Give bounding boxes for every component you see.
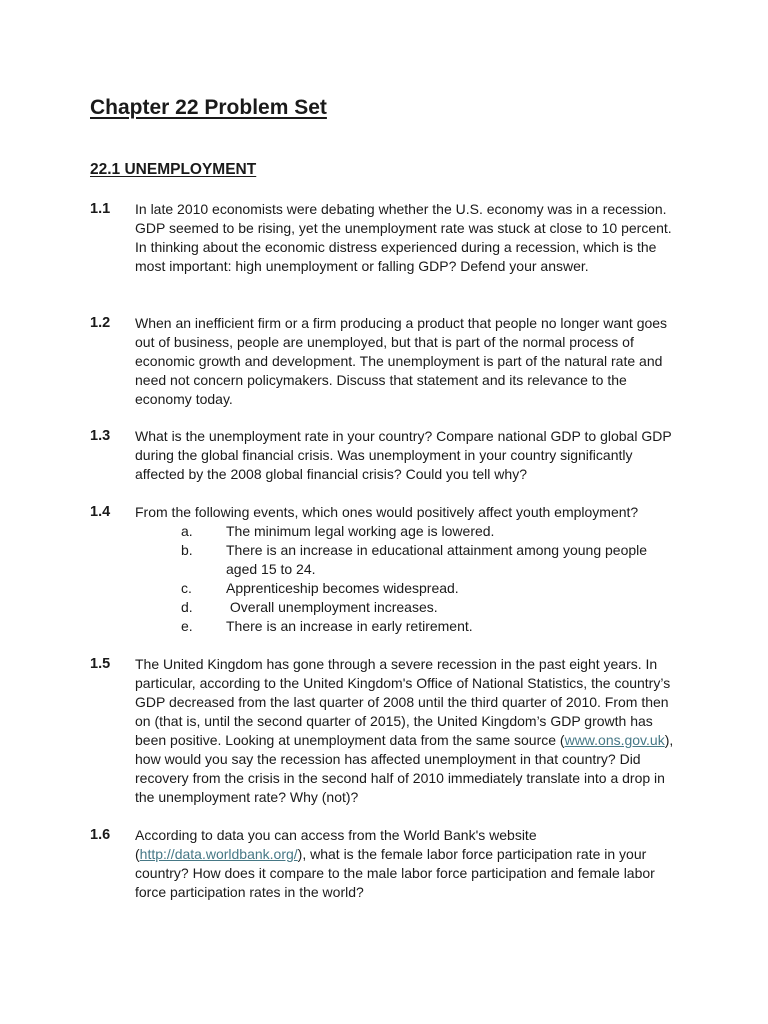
problem-text [135, 826, 680, 902]
problem-1-2 [90, 314, 680, 409]
list-item-letter: d. [181, 599, 193, 615]
list-item-letter: e. [181, 618, 193, 634]
page-title: Chapter 22 Problem Set [90, 96, 327, 119]
list-item-letter: c. [181, 580, 192, 596]
list-item [0, 522, 768, 541]
problem-number: 1.5 [90, 656, 111, 672]
section-heading: 22.1 UNEMPLOYMENT [90, 161, 257, 178]
list-item [0, 579, 768, 598]
problem-number: 1.3 [90, 428, 111, 444]
list-item-text: Apprenticeship becomes widespread. [226, 580, 459, 596]
list-item [0, 541, 768, 579]
problem-text-part: ), how would you say the recession has affected unemployment in that country? Did recovery from the crisis in the second half of 2010 immediately translate into a drop in the unemployment rate? Why (not)? [135, 732, 674, 805]
sub-list [0, 522, 768, 636]
problem-1-4 [90, 503, 680, 522]
list-item-letter: b. [181, 542, 193, 558]
problem-1-3 [90, 427, 680, 484]
problem-text-part: ), what is the female labor force participation rate in your country? How does it compare to the male labor force participation and female labor force participation rates in the world? [135, 846, 655, 900]
list-item [0, 617, 768, 636]
list-item-text: There is an increase in early retirement. [226, 618, 473, 634]
problem-1-6 [90, 826, 680, 902]
list-item [0, 598, 768, 617]
problem-number: 1.4 [90, 504, 111, 520]
problem-text: In late 2010 economists were debating whether the U.S. economy was in a recession. GDP seemed to be rising, yet the unemployment rate was stuck at close to 10 percent. In thinking about the economic distress experienced during a recession, which is the most important: high unemployment or falling GDP? Defend your answer. [135, 201, 672, 274]
problem-text [135, 655, 680, 807]
ons-link[interactable]: www.ons.gov.uk [564, 732, 665, 748]
problem-1-5 [90, 655, 680, 807]
list-item-text: Overall unemployment increases. [226, 599, 438, 615]
list-item-letter: a. [181, 523, 193, 539]
list-item-text: There is an increase in educational attainment among young people aged 15 to 24. [226, 542, 648, 577]
problem-text-part: According to data you can access from the World Bank's website ( [135, 827, 537, 862]
problem-text: From the following events, which ones would positively affect youth employment? [135, 504, 639, 520]
list-item-text: The minimum legal working age is lowered. [226, 523, 495, 539]
problem-text: What is the unemployment rate in your country? Compare national GDP to global GDP during the global financial crisis. Was unemployment in your country significantly affected by the 2008 global financial crisis? Could you tell why? [135, 428, 672, 482]
problem-text: When an inefficient firm or a firm producing a product that people no longer want goes out of business, people are unemployed, but that is part of the normal process of economic growth and development. The unemployment is part of the natural rate and need not concern policymakers. Discuss that statement and its relevance to the economy today. [135, 315, 668, 407]
problem-number: 1.2 [90, 315, 111, 331]
problem-text-part: The United Kingdom has gone through a severe recession in the past eight years. In particular, according to the United Kingdom's Office of National Statistics, the country’s GDP decreased from the last quarter of 2008 until the third quarter of 2010. From then on (that is, until the second quarter of 2015), the United Kingdom’s GDP growth has been positive. Looking at unemployment data from the same source ( [135, 656, 671, 748]
worldbank-link[interactable]: http://data.worldbank.org/ [139, 846, 298, 862]
problem-number: 1.6 [90, 827, 111, 843]
problem-number: 1.1 [90, 201, 111, 217]
problem-1-1 [90, 200, 680, 276]
